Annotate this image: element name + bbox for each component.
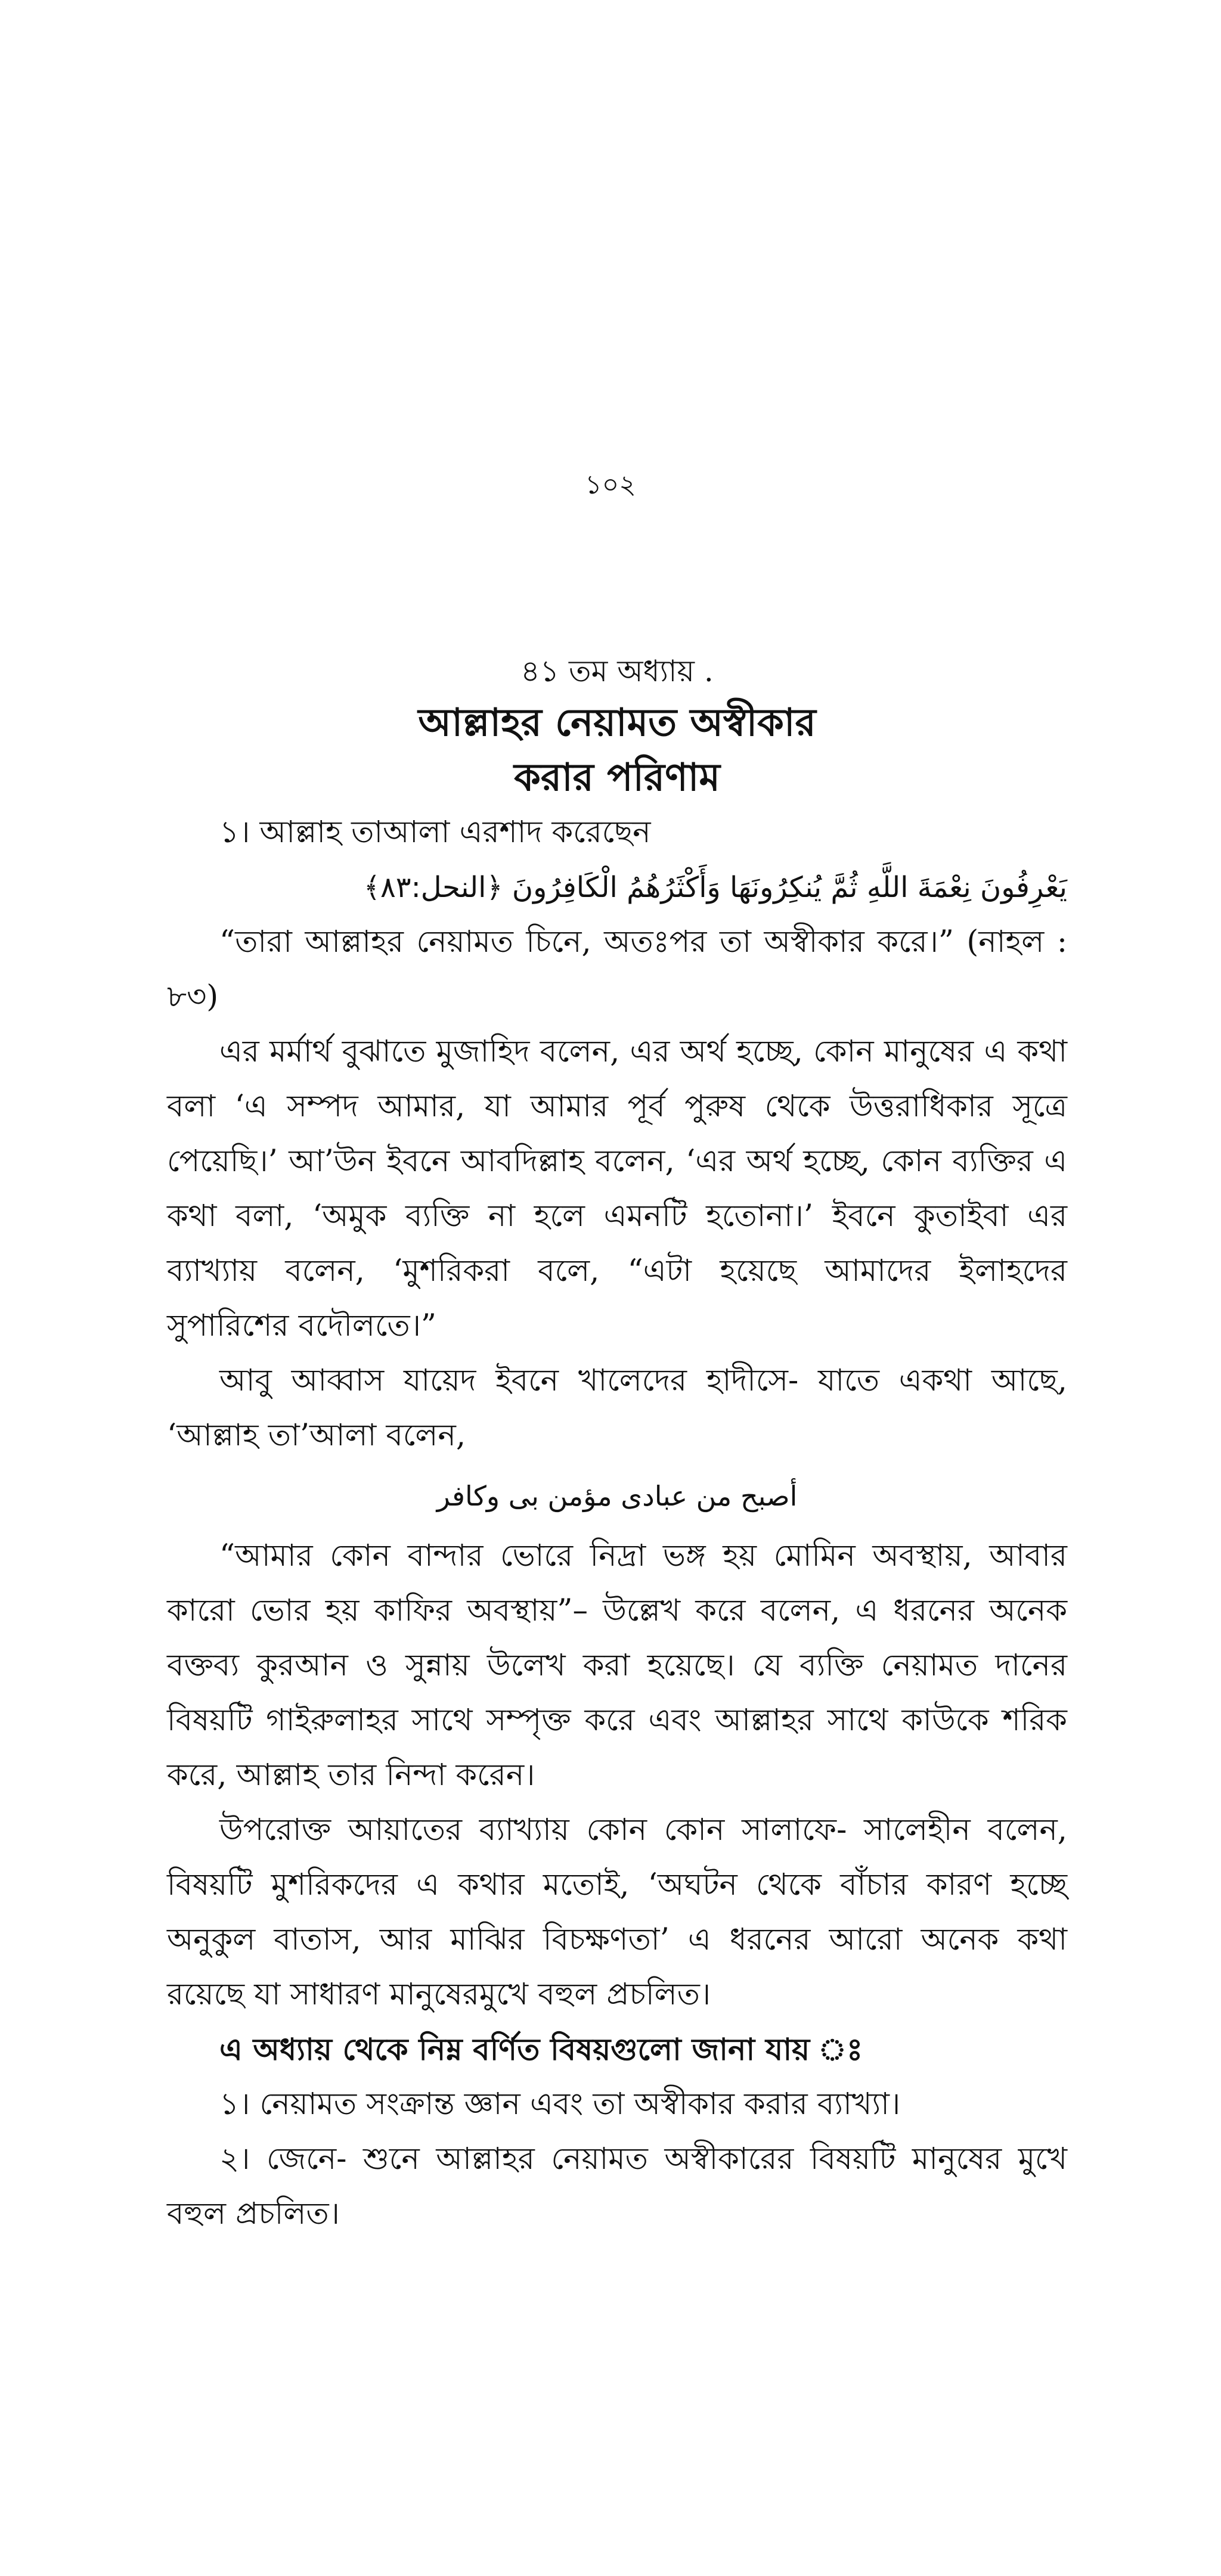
paragraph-explanation: এর মর্মার্থ বুঝাতে মুজাহিদ বলেন, এর অর্থ হচ্ছে, কোন মানুষের এ কথা বলা ‘এ সম্পদ আমার, যা আমার পূর্ব পুরুষ থেকে উত্তরাধিকার সূত্রে পেয়েছি।’ আ’উন ইবনে আবদিল্লাহ বলেন, ‘এর অর্থ হচ্ছে, কোন ব্যক্তির এ কথা বলা, ‘অমুক ব্যক্তি না হলে এমনটি হতোনা।’ ইবনে কুতাইবা এর ব্যাখ্যায় বলেন, ‘মুশরিকরা বলে, “এটা হয়েছে আমাদের ইলাহদের সুপারিশের বদৌলতে।” — [167, 1034, 1067, 1343]
lessons-heading: এ অধ্যায় থেকে নিম্ন বর্ণিত বিষয়গুলো জানা যায় ঃ — [219, 2032, 863, 2068]
hadith-arabic: أصبح من عبادى مؤمن بى وكافر — [436, 1480, 798, 1512]
chapter-label: ৪১ তম অধ্যায় . — [520, 654, 714, 688]
page-number: ১০২ — [585, 470, 636, 500]
intro-line: ১। আল্লাহ তাআলা এরশাদ করেছেন — [219, 815, 651, 850]
chapter-title-line-2: করার পরিণাম — [514, 755, 720, 800]
ayah-translation: “তারা আল্লাহর নেয়ামত চিনে, অতঃপর তা অস্বীকার করে।” (নাহল : ৮৩) — [167, 924, 1067, 1014]
page-content — [167, 647, 1067, 2242]
chapter-title-line-1: আল্লাহর নেয়ামত অস্বীকার — [418, 700, 816, 745]
paragraph-salaf-commentary: উপরোক্ত আয়াতের ব্যাখ্যায় কোন কোন সালাফে- সালেহীন বলেন, বিষয়টি মুশরিকদের এ কথার মতোই, ‘অঘটন থেকে বাঁচার কারণ হচ্ছে অনুকুল বাতাস, আর মাঝির বিচক্ষণতা’ এ ধরনের আরো অনেক কথা রয়েছে যা সাধারণ মানুষেরমুখে বহুল প্রচলিত। — [167, 1812, 1067, 2012]
lesson-item: ১। নেয়ামত সংক্রান্ত জ্ঞান এবং তা অস্বীকার করার ব্যাখ্যা। — [219, 2087, 901, 2122]
paragraph-hadith-intro: আবু আব্বাস যায়েদ ইবনে খালেদের হাদীসে- যাতে একথা আছে, ‘আল্লাহ তা’আলা বলেন, — [167, 1363, 1067, 1453]
paragraph-hadith-translation: “আমার কোন বান্দার ভোরে নিদ্রা ভঙ্গ হয় মোমিন অবস্থায়, আবার কারো ভোর হয় কাফির অবস্থায়”– উল্লেখ করে বলেন, এ ধরনের অনেক বক্তব্য কুরআন ও সুন্নায় উলেখ করা হয়েছে। যে ব্যক্তি নেয়ামত দানের বিষয়টি গাইরুলাহর সাথে সম্পৃক্ত করে এবং আল্লাহর সাথে কাউকে শরিক করে, আল্লাহ তার নিন্দা করেন। — [167, 1538, 1067, 1793]
quran-ayah: يَعْرِفُونَ نِعْمَةَ اللَّهِ ثُمَّ يُنكِرُونَهَا وَأَكْثَرُهُمُ الْكَافِرُونَ ﴿النحل:٨٣﴾ — [363, 871, 1067, 904]
lesson-item: ২। জেনে- শুনে আল্লাহর নেয়ামত অস্বীকারের বিষয়টি মানুষের মুখে বহুল প্রচলিত। — [167, 2142, 1067, 2232]
